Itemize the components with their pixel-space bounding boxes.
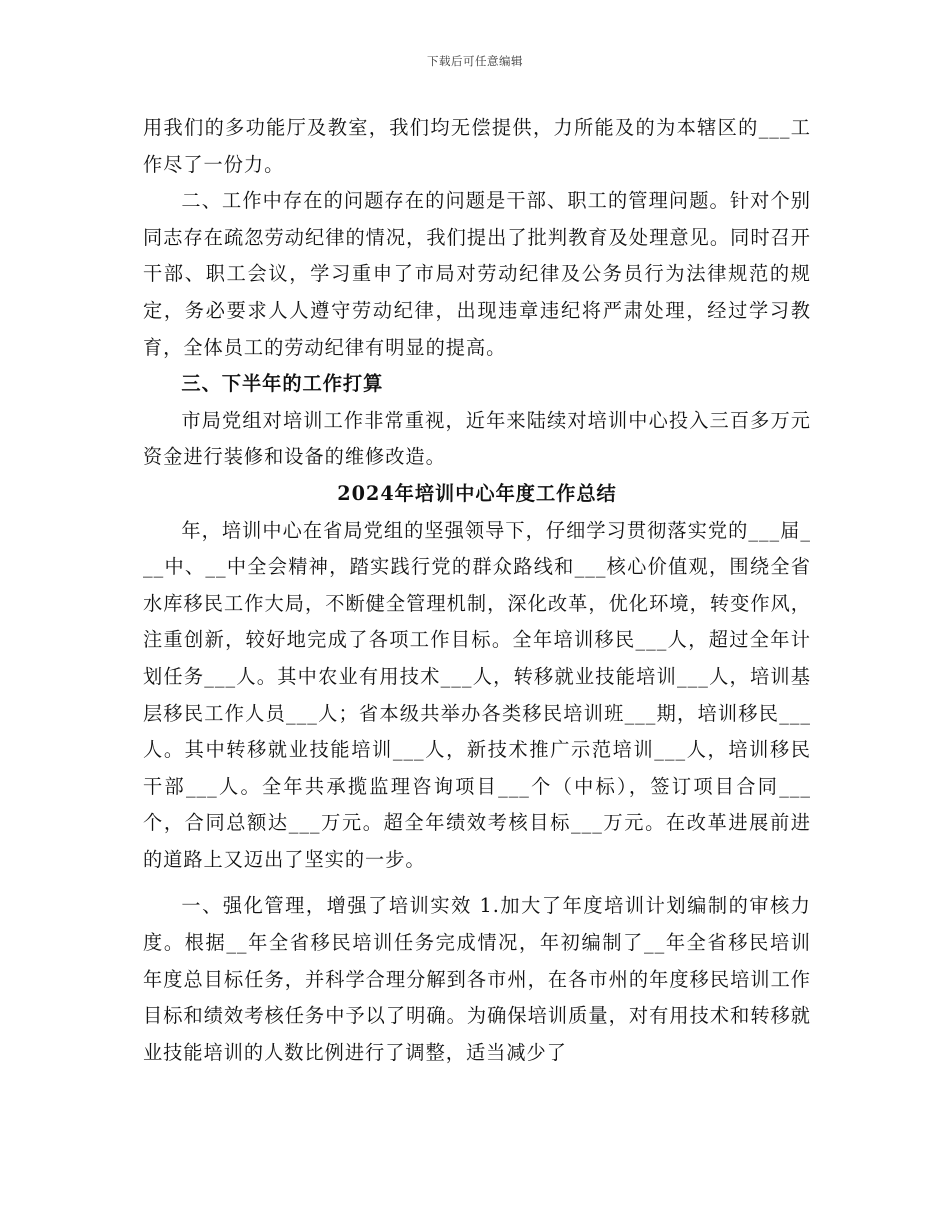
paragraph-continuation: 用我们的多功能厅及教室，我们均无偿提供，力所能及的为本辖区的___工作尽了一份力。 xyxy=(143,116,811,176)
document-body xyxy=(143,110,811,1071)
paragraph-investment: 市局党组对培训工作非常重视，近年来陆续对培训中心投入三百多万元资金进行装修和设备的维修改造。 xyxy=(143,408,811,469)
paragraph-problems: 二、工作中存在的问题存在的问题是干部、职工的管理问题。针对个别同志存在疏忽劳动纪律的情况，我们提出了批判教育及处理意见。同时召开干部、职工会议，学习重申了市局对劳动纪律及公务员行为法律规范的规定，务必要求人人遵守劳动纪律，出现违章违纪将严肃处理，经过学习教育，全体员工的劳动纪律有明显的提高。 xyxy=(143,189,811,359)
section-heading-plan: 三、下半年的工作打算 xyxy=(181,372,384,396)
paragraph-management: 一、强化管理，增强了培训实效 1.加大了年度培训计划编制的审核力度。根据__年全省移民培训任务完成情况，年初编制了__年全省移民培训年度总目标任务，并科学合理分解到各市州，在各市州的年度移民培训工作目标和绩效考核任务中予以了明确。为确保培训质量，对有用技术和转移就业技能培训的人数比例进行了调整，适当减少了 xyxy=(143,894,811,1064)
paragraph-annual-summary: 年，培训中心在省局党组的坚强领导下，仔细学习贯彻落实党的___届___中、__中全会精神，踏实践行党的群众路线和___核心价值观，围绕全省水库移民工作大局，不断健全管理机制，深化改革，优化环境，转变作风，注重创新，较好地完成了各项工作目标。全年培训移民___人，超过全年计划任务___人。其中农业有用技术___人，转移就业技能培训___人，培训基层移民工作人员___人；省本级共举办各类移民培训班___期，培训移民___人。其中转移就业技能培训___人，新技术推广示范培训___人，培训移民干部___人。全年共承揽监理咨询项目___个（中标），签订项目合同___个，合同总额达___万元。超全年绩效考核目标___万元。在改革进展前进的道路上又迈出了坚实的一步。 xyxy=(143,518,811,871)
document-title: 2024年培训中心年度工作总结 xyxy=(337,481,617,505)
page-header: 下载后可任意编辑 xyxy=(427,54,523,68)
